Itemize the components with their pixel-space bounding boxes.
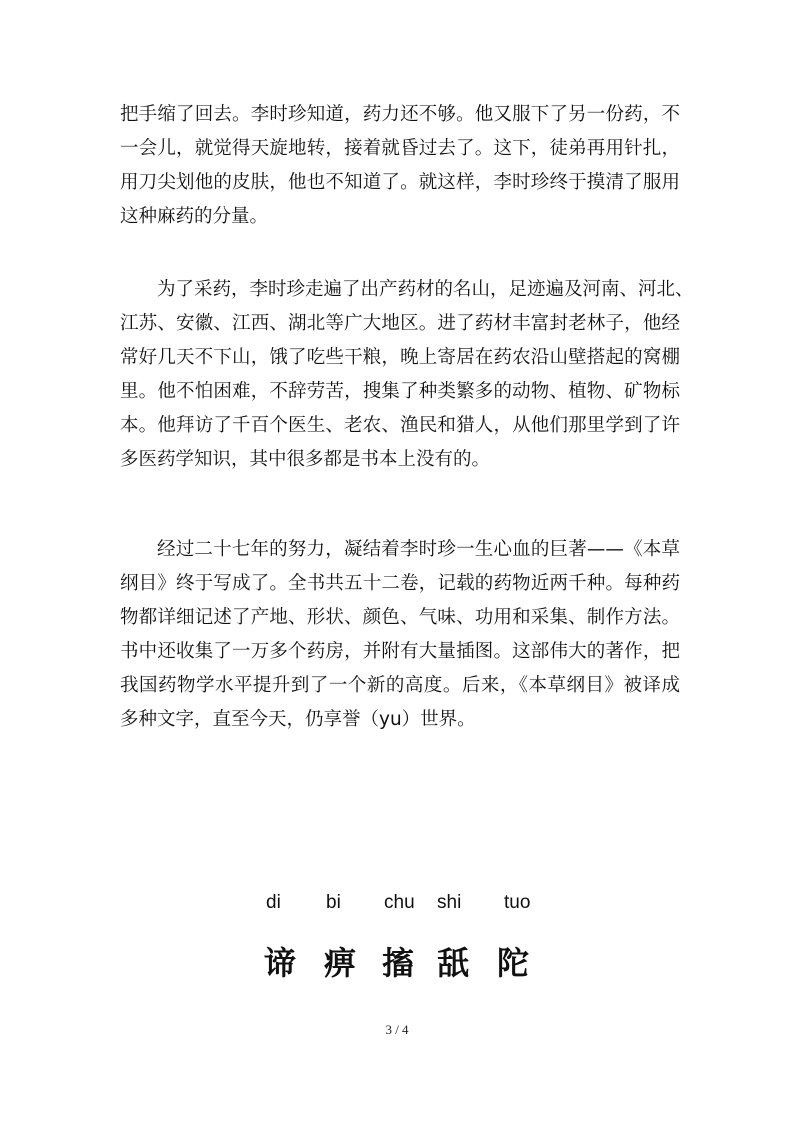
text-line: 物都详细记述了产地、形状、颜色、气味、功用和采集、制作方法。 [120,607,680,628]
pinyin-label: di [266,892,281,913]
text-line: 把手缩了回去。李时珍知道，药力还不够。他又服下了另一份药，不 [120,104,680,125]
vocabulary-character: 谛 [264,944,297,982]
vocabulary-hanzi-row [0,938,794,988]
text-line: 书中还收集了一万多个药房，并附有大量插图。这部伟大的著作，把 [120,641,680,662]
text-line: 一会儿，就觉得天旋地转，接着就昏过去了。这下，徒弟再用针扎， [120,138,680,159]
text-line: 为了采药，李时珍走遍了出产药材的名山，足迹遍及河南、河北、 [157,279,694,300]
text-line: 多医药学知识，其中很多都是书本上没有的。 [120,449,491,470]
vocabulary-character: 陀 [497,944,530,982]
pinyin-label: bi [326,892,341,913]
text-line: 常好几天不下山，饿了吃些干粮，晚上寄居在药农沿山壁搭起的窝棚 [120,347,680,368]
vocabulary-character: 舐 [437,944,470,982]
pinyin-label: shi [437,892,462,913]
text-line: 用刀尖划他的皮肤，他也不知道了。就这样，李时珍终于摸清了服用 [120,172,680,193]
text-line: 经过二十七年的努力，凝结着李时珍一生心血的巨著——《本草 [157,539,680,560]
text-line: 纲目》终于写成了。全书共五十二卷，记载的药物近两千种。每种药 [120,573,680,594]
paragraph-2 [120,273,694,477]
text-line: 这种麻药的分量。 [120,206,269,227]
text-line: 江苏、安徽、江西、湖北等广大地区。进了药材丰富封老林子，他经 [120,313,680,334]
text-line: 本。他拜访了千百个医生、老农、渔民和猎人，从他们那里学到了许 [120,415,680,436]
pinyin-label: tuo [504,892,531,913]
text-line: 我国药物学水平提升到了一个新的高度。后来，《本草纲目》被译成 [120,675,680,696]
vocabulary-pinyin-row [0,892,794,922]
paragraph-3 [120,533,680,737]
vocabulary-character: 搐 [382,944,415,982]
paragraph-1 [120,98,680,234]
vocabulary-character: 痹 [324,944,357,982]
text-line: 里。他不怕困难，不辞劳苦，搜集了种类繁多的动物、植物、矿物标 [120,381,680,402]
pinyin-label: chu [384,892,415,913]
page-number: 3 / 4 [385,1022,409,1037]
text-line: 多种文字，直至今天，仍享誉（yu）世界。 [120,709,476,730]
